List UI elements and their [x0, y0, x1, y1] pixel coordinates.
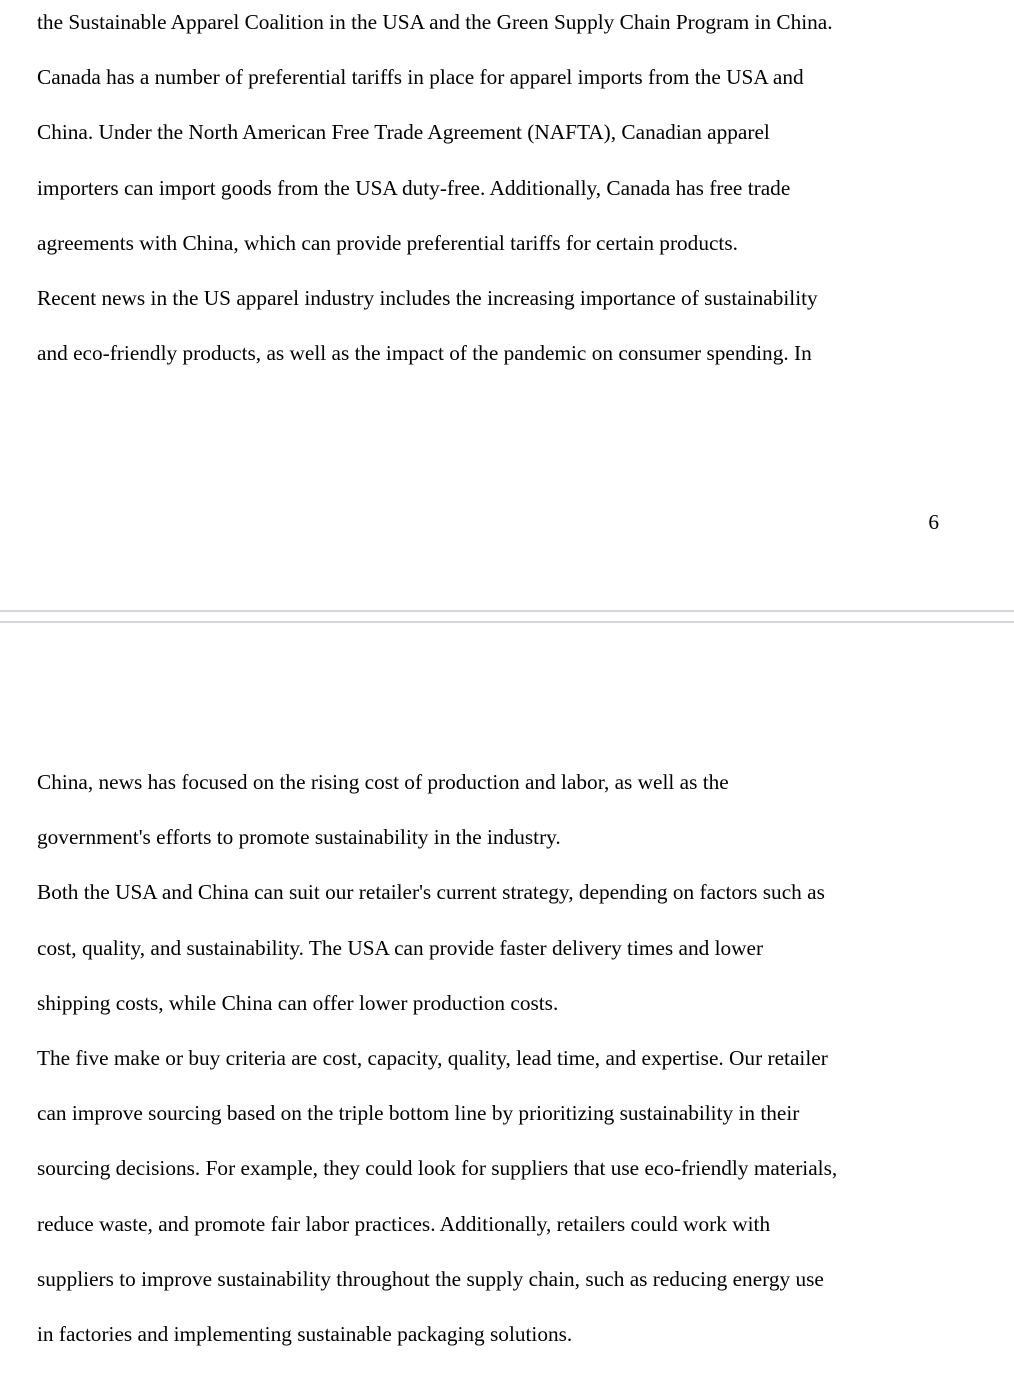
text-line: sourcing decisions. For example, they could look for suppliers that use eco-friendly materials,: [37, 1156, 838, 1181]
text-line: China. Under the North American Free Trade Agreement (NAFTA), Canadian apparel: [37, 120, 770, 145]
page-separator-edge: [0, 621, 1014, 623]
page-number: 6: [928, 510, 939, 534]
text-line: suppliers to improve sustainability throughout the supply chain, such as reducing energy use: [37, 1266, 824, 1291]
page-separator-edge: [0, 610, 1014, 612]
text-line: the Sustainable Apparel Coalition in the USA and the Green Supply Chain Program in China.: [37, 10, 833, 34]
page-7-body-text: [37, 755, 947, 1362]
text-line: cost, quality, and sustainability. The USA can provide faster delivery times and lower: [37, 935, 764, 960]
document-page-7: [0, 624, 1014, 1394]
text-line: reduce waste, and promote fair labor practices. Additionally, retailers could work with: [37, 1211, 771, 1236]
text-line: and eco-friendly products, as well as the impact of the pandemic on consumer spending. In: [37, 341, 812, 366]
page-6-body-text: [37, 0, 947, 381]
text-line: Canada has a number of preferential tariffs in place for apparel imports from the USA and: [37, 65, 804, 90]
text-line: importers can import goods from the USA duty-free. Additionally, Canada has free trade: [37, 175, 791, 200]
text-line: can improve sourcing based on the triple bottom line by prioritizing sustainability in their: [37, 1101, 800, 1126]
text-line: Recent news in the US apparel industry includes the increasing importance of sustainability: [37, 285, 818, 310]
text-line: Both the USA and China can suit our retailer's current strategy, depending on factors such as: [37, 880, 825, 905]
text-line: The five make or buy criteria are cost, capacity, quality, lead time, and expertise. Our retailer: [37, 1045, 828, 1070]
text-line: agreements with China, which can provide preferential tariffs for certain products.: [37, 230, 738, 255]
text-line: in factories and implementing sustainable packaging solutions.: [37, 1321, 573, 1346]
text-line: government's efforts to promote sustainability in the industry.: [37, 825, 561, 850]
document-page-6: [0, 0, 1014, 610]
page-separator: [0, 610, 1014, 624]
text-line: China, news has focused on the rising cost of production and labor, as well as the: [37, 770, 729, 794]
text-line: shipping costs, while China can offer lower production costs.: [37, 990, 559, 1015]
